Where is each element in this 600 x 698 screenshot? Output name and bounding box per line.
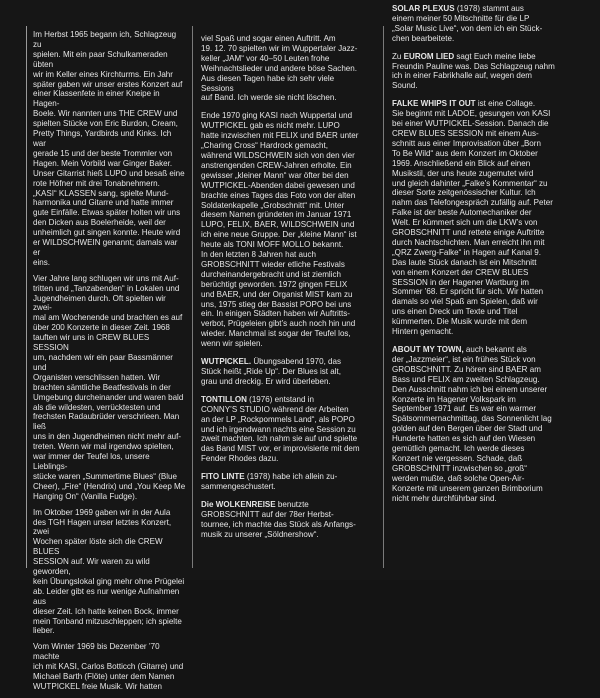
column-divider-1 (192, 26, 193, 568)
track-title: SOLAR PLEXUS (392, 4, 455, 13)
paragraph-crew-years: Vier Jahre lang schlugen wir uns mit Auf- tritten und „Tanzabenden“ in Lokalen und Jugendheimen durch. Oft spielten wir zwei- mal am Wochenende und brachten es auf über 200 Konzerte in dieser Zeit. 1968 tauften wir uns in CREW BLUES SESSION um, nachdem wir ein paar Bassmänner und Organisten verschlissen hatten. Wir brachten sämtliche Beatfestivals in der Umgebung durcheinander und waren bald als die wildesten, verrücktesten und frechsten Radaubrüder verschrieen. Man ließ uns in den Jugendheimen nicht mehr auf- treten. Wenn wir mal irgendwo spielten, war immer der Teufel los, unsere Lieblings- stücke waren „Summertime Blues“ (Blue Cheer), „Fire“ (Hendrix) und „You Keep Me Hanging On“ (Vanilla Fudge). (33, 273, 186, 501)
track-description: (1976) entstand in CONNY’S STUDIO während der Arbeiten an der LP „Rockpommels Land“, als POPO und ich irgendwann nachts eine Session zu zweit machten. Ich nahm sie auf und spielte das Band MIST vor, er improvisierte mit dem Fender Rhodes dazu. (201, 394, 360, 464)
track-title: WUTPICKEL. (201, 357, 252, 367)
track-title: Die WOLKENREISE (201, 499, 276, 509)
track-description: benutzte GROBSCHNITT auf der 78er Herbst- tournee, ich machte das Stück als Anfangs- musik zu unserer „Söldnershow“. (201, 499, 356, 539)
track-description: ist eine Collage. Sie beginnt mit LADOE, gesungen von KASI bei einer WUTPICKEL-Session. Danach die CREW BLUES SESSION mit einem Aus- schnitt aus einer Improvisation über „Born To Be Wild“ aus dem Konzert im Oktober 1969. Anschließend ein Blick auf einen Musikstil, der uns heute zugemutet wird und gleich dahinter „Falke’s Kommentar“ zu dieser Sorte zeitgenössischer Kultur. Ich nahm das Telefongespräch zufällig auf. Peter Falke ist der beste Automechaniker der Welt. Er kümmert sich um die LKW’s von GROBSCHNITT und rettete einige Auftritte durch Nachtschichten. Man erreicht ihn mit „QRZ Zwerg-Falke“ in Hagen auf Kanal 9. Das laute Stück danach ist ein Mitschnitt von einem Konzert der CREW BLUES SESSION in der Hagener Wartburg im Sommer ’68. Er spricht für sich. Wir hatten damals so viel Spaß am Spielen, daß wir uns einen Dreck um Texte und Titel kümmerten. Die Musik wurde mit dem Hintern gemacht. (392, 99, 553, 337)
paragraph-solar-plexus (392, 4, 568, 44)
paragraph-jazzkeller: viel Spaß und sogar einen Auftritt. Am 19. 12. 70 spielten wir im Wuppertaler Jazz- keller „JAM“ vor 40–50 Leuten frohe Weihnachtslieder und andere böse Sachen. Aus diesen Tagen habe ich sehr viele Sessions auf Band. Ich werde sie nicht löschen. (201, 34, 358, 103)
paragraph-wolkenreise (201, 500, 361, 540)
paragraph-eurom-lied (392, 52, 568, 92)
track-title: FITO LINTE (201, 472, 245, 482)
track-description: sagt Euch meine liebe Freundin Pauline was. Das Schlagzeug nahm ich in einer Fabrikhalle auf, wegen dem Sound. (392, 51, 555, 91)
text-column-2 (201, 34, 361, 548)
paragraph-1965: Im Herbst 1965 begann ich, Schlagzeug zu spielen. Mit ein paar Schulkameraden übten wir im Keller eines Kirchturms. Ein Jahr später gaben wir unser erstes Konzert auf einer Klassenfete in einer Kneipe in Hagen- Boele. Wir nannten uns THE CREW und spielten Stücke von Eric Burdon, Cream, Pretty Things, Yardbirds und Kinks. Ich war gerade 15 und der beste Trommler von Hagen. Mein Vorbild war Ginger Baker. Unser Gitarrist hieß LUPO und besaß eine rote Höfner mit drei Tonabnehmern. „KASI“ KLASSEN sang, spielte Mund- harmonika und Gitarre und hatte immer gute Einfälle. Etwas später holten wir uns den Dicken aus Boelerheide, weil der unheimlich gut singen konnte. Heute wird er WILDSCHWEIN genannt; damals war er eins. (33, 30, 185, 267)
paragraph-tontillon (201, 395, 361, 464)
track-description: Übungsabend 1970, das Stück heißt „Ride Up“. Der Blues ist alt, grau und dreckig. Er wird überleben. (201, 357, 342, 386)
track-description: (1978) stammt aus einem meiner 50 Mitschnitte für die LP „Solar Music Live“, von dem ich ein Stück- chen bearbeitete. (392, 4, 543, 43)
column-divider-2 (383, 26, 384, 568)
text-column-3 (392, 4, 568, 512)
left-border-line (26, 26, 27, 568)
paragraph-falke-whips-it-out (392, 99, 568, 337)
track-description: (1978) habe ich allein zu- sammengeschustert. (201, 472, 338, 492)
paragraph-wutpickel (201, 357, 361, 387)
text-column-1 (33, 30, 186, 698)
track-description: auch bekannt als der „Jazzmeier“, ist ein frühes Stück von GROBSCHNITT. Zu hören sind BAER am Bass und FELIX am zweiten Schlagzeug. Den Ausschnitt nahm ich bei einem unserer Konzerte im Hagener Volkspark im September 1971 auf. Es war ein warmer Spätsommernachmittag, das Sonnenlicht lag golden auf den Bergen über der Stadt und Hunderte hatten es sich auf den Wiesen gemütlich gemacht. Ich werde dieses Konzert nie vergessen. Schade, daß GROBSCHNITT inzwischen so „groß“ werden mußte, daß solche Open-Air- Konzerte mit unserem ganzen Brimborium nicht mehr durchführbar sind. (392, 345, 552, 503)
paragraph-fito-linte (201, 472, 361, 492)
track-title: FALKE WHIPS IT OUT (392, 99, 476, 109)
track-title: TONTILLON (201, 394, 247, 404)
paragraph-about-my-town (392, 345, 568, 504)
paragraph-october-1969: Im Oktober 1969 gaben wir in der Aula des TGH Hagen unser letztes Konzert, zwei Wochen später löste sich die CREW BLUES SESSION auf. Wir waren zu wild geworden, kein Übungslokal ging mehr ohne Prügelei ab. Leider gibt es nur wenige Aufnahmen aus dieser Zeit. Ich hatte keinen Bock, immer mein Tonband mitzuschleppen; ich spielte lieber. (33, 507, 185, 636)
paragraph-grobschnitt-founding: Ende 1970 ging KASI nach Wuppertal und WUTPICKEL gab es nicht mehr. LUPO hatte inzwischen mit FELIX und BAER unter „Charing Cross“ Hardrock gemacht, während WILDSCHWEIN sich von den vier anstrengenden CREW-Jahren erholte. Ein gewisser „kleiner Mann“ war öfter bei den WUTPICKEL-Abenden dabei gewesen und brachte eines Tages das Foto von der alten Soldatenkapelle „Grobschnitt“ mit. Unter diesem Namen gründeten im Januar 1971 LUPO, FELIX, BAER, WILDSCHWEIN und ich eine neue Gruppe. Der „kleine Mann“ ist heute als TONI MOFF MOLLO bekannt. In den letzten 8 Jahren hat auch GROBSCHNITT wieder etliche Festivals durcheinandergebracht und ist ziemlich berüchtigt geworden. 1972 gingen FELIX und BAER, und der Organist MIST kam zu uns, 1975 stieg der Bassist POPO bei uns ein. In einigen Städten haben wir Auftritts- verbot, Prügeleien gibt’s auch noch hin und wieder. Manchmal ist sogar der Teufel los, wenn wir spielen. (201, 111, 359, 349)
track-title: EUROM LIED (403, 51, 455, 61)
track-title: ABOUT MY TOWN, (392, 345, 464, 354)
paragraph-winter-1969: Vom Winter 1969 bis Dezember ’70 machte ich mit KASI, Carlos Botticch (Gitarre) und Michael Barth (Flöte) unter dem Namen WUTPICKEL freie Musik. Wir hatten (33, 642, 184, 691)
intro-word: Zu (392, 51, 404, 61)
